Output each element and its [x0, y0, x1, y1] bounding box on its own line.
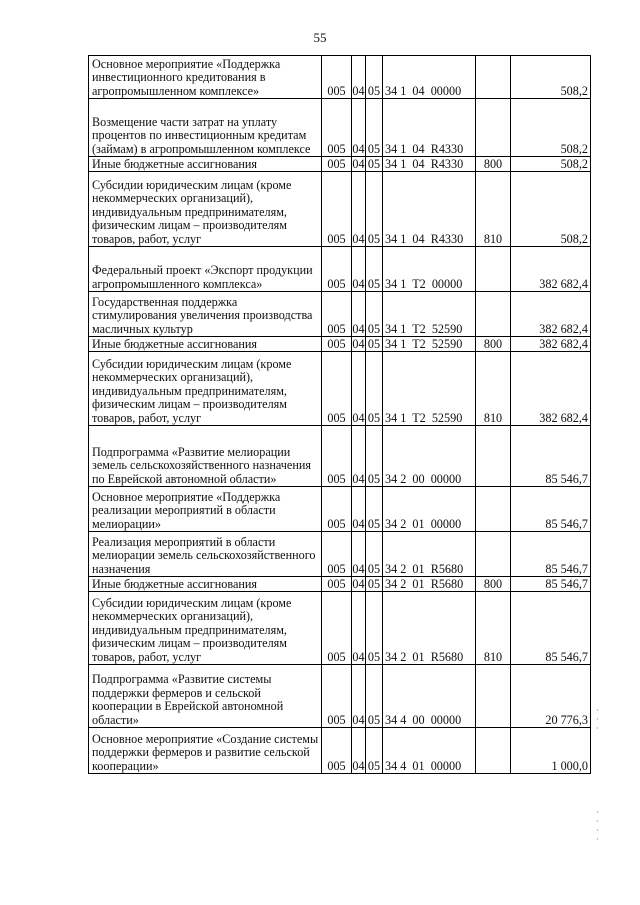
row-ved: 005 [322, 292, 352, 337]
row-pr: 05 [366, 337, 383, 352]
row-ved: 005 [322, 665, 352, 728]
table-row [89, 247, 591, 292]
row-vr: 810 [476, 172, 511, 247]
row-ved: 005 [322, 337, 352, 352]
table-row [89, 157, 591, 172]
row-ved: 005 [322, 577, 352, 592]
row-csr: 34 4 00 00000 [383, 665, 476, 728]
table-row [89, 426, 591, 487]
row-sum: 85 546,7 [511, 487, 591, 532]
row-csr: 34 1 04 00000 [383, 56, 476, 99]
row-csr: 34 1 T2 52590 [383, 352, 476, 426]
row-csr: 34 4 01 00000 [383, 728, 476, 774]
row-csr: 34 2 00 00000 [383, 426, 476, 487]
row-vr: 800 [476, 337, 511, 352]
row-rz: 04 [352, 292, 366, 337]
row-name: Основное мероприятие «Поддержка реализации мероприятий в области мелиорации» [89, 487, 322, 532]
row-rz: 04 [352, 156, 365, 171]
row-pr: 05 [366, 577, 383, 592]
row-name: Иные бюджетные ассигнования [89, 337, 322, 352]
row-vr: 810 [476, 592, 511, 665]
row-ved: 005 [322, 592, 352, 665]
row-ved: 005 [322, 487, 352, 532]
row-rz: 04 [352, 592, 366, 665]
table-row [89, 577, 591, 592]
row-sum: 1 000,0 [511, 728, 591, 774]
row-pr: 05 [366, 172, 383, 247]
row-name: Иные бюджетные ассигнования [89, 157, 322, 172]
row-sum: 382 682,4 [511, 292, 591, 337]
row-rz: 04 [352, 728, 366, 774]
budget-table [88, 55, 591, 774]
row-name: Подпрограмма «Развитие системы поддержки фермеров и сельской кооперации в Еврейской автономной области» [89, 665, 322, 728]
table-row [89, 352, 591, 426]
row-sum: 85 546,7 [511, 592, 591, 665]
row-rz: 04 [352, 56, 366, 99]
row-pr: 05 [366, 592, 383, 665]
row-vr [476, 56, 511, 99]
row-name: Иные бюджетные ассигнования [89, 577, 322, 592]
table-row [89, 56, 591, 99]
row-name: Подпрограмма «Развитие мелиорации земель сельскохозяйственного назначения по Еврейской автономной области» [89, 426, 322, 487]
row-rz: 04 [352, 247, 366, 292]
row-csr: 34 2 01 R5680 [383, 532, 476, 577]
row-sum: 85 546,7 [511, 532, 591, 577]
row-csr: 34 1 T2 52590 [383, 337, 476, 352]
row-name: Возмещение части затрат на уплату процентов по инвестиционным кредитам (займам) в агропромышленном комплексе [89, 99, 322, 157]
row-sum: 382 682,4 [511, 247, 591, 292]
row-pr: 05 [366, 157, 383, 172]
row-pr: 05 [366, 352, 383, 426]
row-ved: 005 [322, 352, 352, 426]
table-row [89, 337, 591, 352]
row-name: Субсидии юридическим лицам (кроме некоммерческих организаций), индивидуальным предпринимателям, физическим лицам – производителям товаров, работ, услуг [89, 592, 322, 665]
table-row [89, 665, 591, 728]
row-csr: 34 1 T2 00000 [383, 247, 476, 292]
row-rz: 04 [352, 172, 366, 247]
row-pr: 05 [366, 665, 383, 728]
row-rz: 04 [352, 336, 365, 351]
row-ved: 005 [322, 532, 352, 577]
row-sum: 508,2 [511, 157, 591, 172]
table-row [89, 172, 591, 247]
row-sum: 85 546,7 [511, 577, 591, 592]
row-rz: 04 [352, 532, 366, 577]
row-pr: 05 [366, 56, 383, 99]
row-vr [476, 532, 511, 577]
row-name: Реализация мероприятий в области мелиорации земель сельскохозяйственного назначения [89, 532, 322, 577]
row-name: Субсидии юридическим лицам (кроме некоммерческих организаций), индивидуальным предпринимателям, физическим лицам – производителям товаров, работ, услуг [89, 352, 322, 426]
scan-margin-marks: · · · [596, 706, 599, 733]
row-sum: 508,2 [511, 172, 591, 247]
row-pr: 05 [366, 487, 383, 532]
row-csr: 34 1 04 R4330 [383, 157, 476, 172]
row-rz: 04 [352, 576, 365, 591]
row-ved: 005 [322, 247, 352, 292]
row-pr: 05 [366, 99, 383, 157]
row-pr: 05 [366, 292, 383, 337]
table-row [89, 99, 591, 157]
row-name: Основное мероприятие «Создание системы поддержки фермеров и развитие сельской кооперации» [89, 728, 322, 774]
row-ved: 005 [322, 157, 352, 172]
row-vr [476, 665, 511, 728]
row-pr: 05 [366, 532, 383, 577]
row-ved: 005 [322, 728, 352, 774]
table-row [89, 292, 591, 337]
row-ved: 005 [322, 172, 352, 247]
row-vr: 800 [476, 577, 511, 592]
row-name: Федеральный проект «Экспорт продукции агропромышленного комплекса» [89, 247, 322, 292]
row-rz: 04 [352, 352, 366, 426]
row-sum: 382 682,4 [511, 352, 591, 426]
table-row [89, 532, 591, 577]
row-sum: 85 546,7 [511, 426, 591, 487]
row-pr: 05 [366, 426, 383, 487]
row-csr: 34 1 04 R4330 [383, 99, 476, 157]
scan-margin-marks: · · · · [596, 808, 599, 844]
table-row [89, 487, 591, 532]
row-vr [476, 247, 511, 292]
row-name: Основное мероприятие «Поддержка инвестиционного кредитования в агропромышленном комплексе» [89, 56, 322, 99]
row-vr [476, 292, 511, 337]
row-sum: 508,2 [511, 56, 591, 99]
row-vr: 800 [476, 157, 511, 172]
row-name: Субсидии юридическим лицам (кроме некоммерческих организаций), индивидуальным предпринимателям, физическим лицам – производителям товаров, работ, услуг [89, 172, 322, 247]
row-vr [476, 487, 511, 532]
row-csr: 34 2 01 R5680 [383, 592, 476, 665]
row-csr: 34 2 01 00000 [383, 487, 476, 532]
table-row [89, 592, 591, 665]
row-name: Государственная поддержка стимулирования увеличения производства масличных культур [89, 292, 322, 337]
row-sum: 20 776,3 [511, 665, 591, 728]
row-vr [476, 99, 511, 157]
row-csr: 34 2 01 R5680 [383, 577, 476, 592]
row-rz: 04 [352, 665, 366, 728]
row-ved: 005 [322, 99, 352, 157]
row-csr: 34 1 T2 52590 [383, 292, 476, 337]
row-vr: 810 [476, 352, 511, 426]
row-csr: 34 1 04 R4330 [383, 172, 476, 247]
page-number: 55 [313, 30, 327, 45]
row-rz: 04 [352, 99, 366, 157]
row-ved: 005 [322, 56, 352, 99]
table-row [89, 728, 591, 774]
row-ved: 005 [322, 426, 352, 487]
row-sum: 382 682,4 [511, 337, 591, 352]
row-pr: 05 [366, 728, 383, 774]
row-pr: 05 [366, 247, 383, 292]
row-vr [476, 426, 511, 487]
row-sum: 508,2 [511, 99, 591, 157]
row-rz: 04 [352, 487, 366, 532]
row-rz: 04 [352, 426, 366, 487]
row-vr [476, 728, 511, 774]
